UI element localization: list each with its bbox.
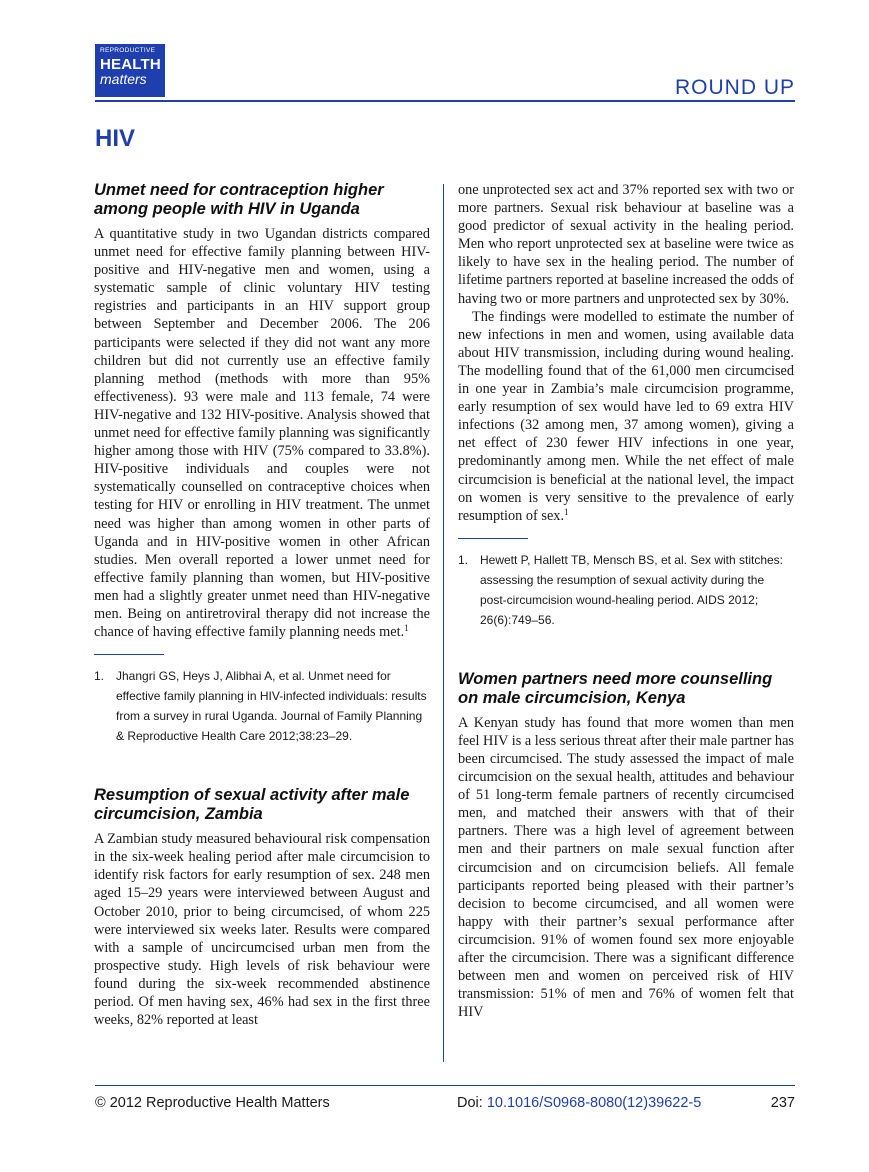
header-rule	[95, 100, 795, 102]
article-title: Unmet need for contraception higher among people with HIV in Uganda	[94, 181, 384, 218]
page-number: 237	[770, 1095, 795, 1111]
column-divider	[443, 184, 444, 1062]
footnote-rule	[458, 538, 528, 539]
footnote-number: 1.	[94, 669, 105, 684]
page-title: HIV	[95, 125, 136, 152]
article-paragraph: A quantitative study in two Ugandan districts compared unmet need for effective family planning between HIV-positive and HIV-negative men and women, using a systematic sample of clinic voluntary HIV testing registries and participants in an HIV support group between September and December 2006. The 206 participants were selected if they did not want any more children but did not currently use an effective family planning method (methods with more than 95% effectiveness). 93 were male and 113 female, 74 were HIV-negative and 132 HIV-positive. Analysis showed that unmet need for effective family planning was significantly higher among those with HIV (75% compared to 33.8%). HIV-positive individuals and couples were not systematically counselled on contraceptive choices when testing for HIV or enrolling in HIV treatment. The unmet need was higher than among women in other parts of Uganda and in HIV-positive women in other African studies. Men overall reported a lower unmet need for effective family planning than women, but HIV-positive men had a slightly greater unmet need than HIV-negative men. Being on antiretroviral therapy did not increase the chance of having effective family planning needs met.$^1$	[94, 226, 430, 641]
footnote-rule	[94, 654, 164, 655]
article-paragraph: one unprotected sex act and 37% reported sex with two or more partners. Sexual risk behaviour at baseline was a good predictor of sexual activity in the healing period. Men who report unprotected sex at baseline were twice as likely to have sex in the healing period. The number of lifetime partners reported at baseline increased the odds of having two or more partners and unprotected sex by 30%.	[458, 182, 794, 307]
footer-rule	[95, 1085, 795, 1086]
footnote-text: Hewett P, Hallett TB, Mensch BS, et al. Sex with stitches: assessing the resumption of sexual activity during the post-circumcision wound-healing period. AIDS 2012; 26(6):749–56.	[480, 552, 784, 627]
footnote	[94, 666, 430, 746]
section-label: ROUND UP	[674, 76, 795, 99]
logo-line-1: REPRODUCTIVE	[100, 47, 156, 54]
journal-logo	[95, 44, 165, 97]
footnote-text: Jhangri GS, Heys J, Alibhai A, et al. Unmet need for effective family planning in HIV-infected individuals: results from a survey in rural Uganda. Journal of Family Planning & Reproductive Health Care 2012;38:23–29.	[116, 669, 427, 744]
copyright-text: © 2012 Reproductive Health Matters	[95, 1095, 330, 1111]
article-paragraph: The findings were modelled to estimate the number of new infections in men and women, using available data about HIV transmission, including during wound healing. The modelling found that of the 61,000 men circumcised in one year in Zambia’s male circumcision programme, early resumption of sex would have led to 69 extra HIV infections (32 among men, 37 among women), giving a net effect of 230 fewer HIV infections in one year, predominantly among men. While the net effect of male circumcision is beneficial at the national level, the impact on women is very sensitive to the prevalence of early resumption of sex.$^1$	[458, 308, 794, 524]
article-title: Resumption of sexual activity after male circumcision, Zambia	[94, 786, 410, 824]
logo-line-3: matters	[100, 70, 147, 87]
doi-link[interactable]: 10.1016/S0968-8080(12)39622-5	[486, 1095, 702, 1111]
article-title: Women partners need more counselling on male circumcision, Kenya	[458, 669, 773, 707]
reference-mark: 1	[564, 506, 569, 517]
article-paragraph: A Kenyan study has found that more women than men feel HIV is a less serious threat after their male partner has been circumcised. The study assessed the impact of male circumcision on the sexual health, attitudes and behaviour of 51 long-term female partners of recently circumcised men, and matched their answers with that of their partners. There was a high level of agreement between men and their partners on male sexual function after circumcision and on circumcision beliefs. All female participants reported being pleased with their partner’s decision to become circumcised, and all women were happy with their partner’s sexual performance after circumcision. 91% of women found sex more enjoyable after the circumcision. There was a significant difference between men and women on perceived risk of HIV transmission: 51% of men and 76% of women felt that HIV	[458, 714, 794, 1021]
logo-line-2: HEALTH	[100, 55, 161, 73]
article-paragraph: A Zambian study measured behavioural risk compensation in the six-week healing period after male circumcision to identify risk factors for early resumption of sex. 248 men aged 15–29 years were interviewed between August and October 2010, prior to being circumcised, of whom 225 were interviewed six weeks later. Results were compared with a sample of uncircumcised urban men from the prospective study. High levels of risk behaviour were found during the six-week recommended abstinence period. Of men having sex, 46% had sex in the first three weeks, 82% reported at least	[94, 831, 430, 1029]
reference-mark: 1	[404, 623, 409, 634]
doi	[457, 1095, 701, 1111]
footnote	[458, 550, 794, 630]
left-column	[94, 181, 430, 1029]
right-column	[458, 181, 794, 1021]
doi-label: Doi:	[457, 1095, 483, 1111]
footnote-number: 1.	[458, 552, 469, 567]
